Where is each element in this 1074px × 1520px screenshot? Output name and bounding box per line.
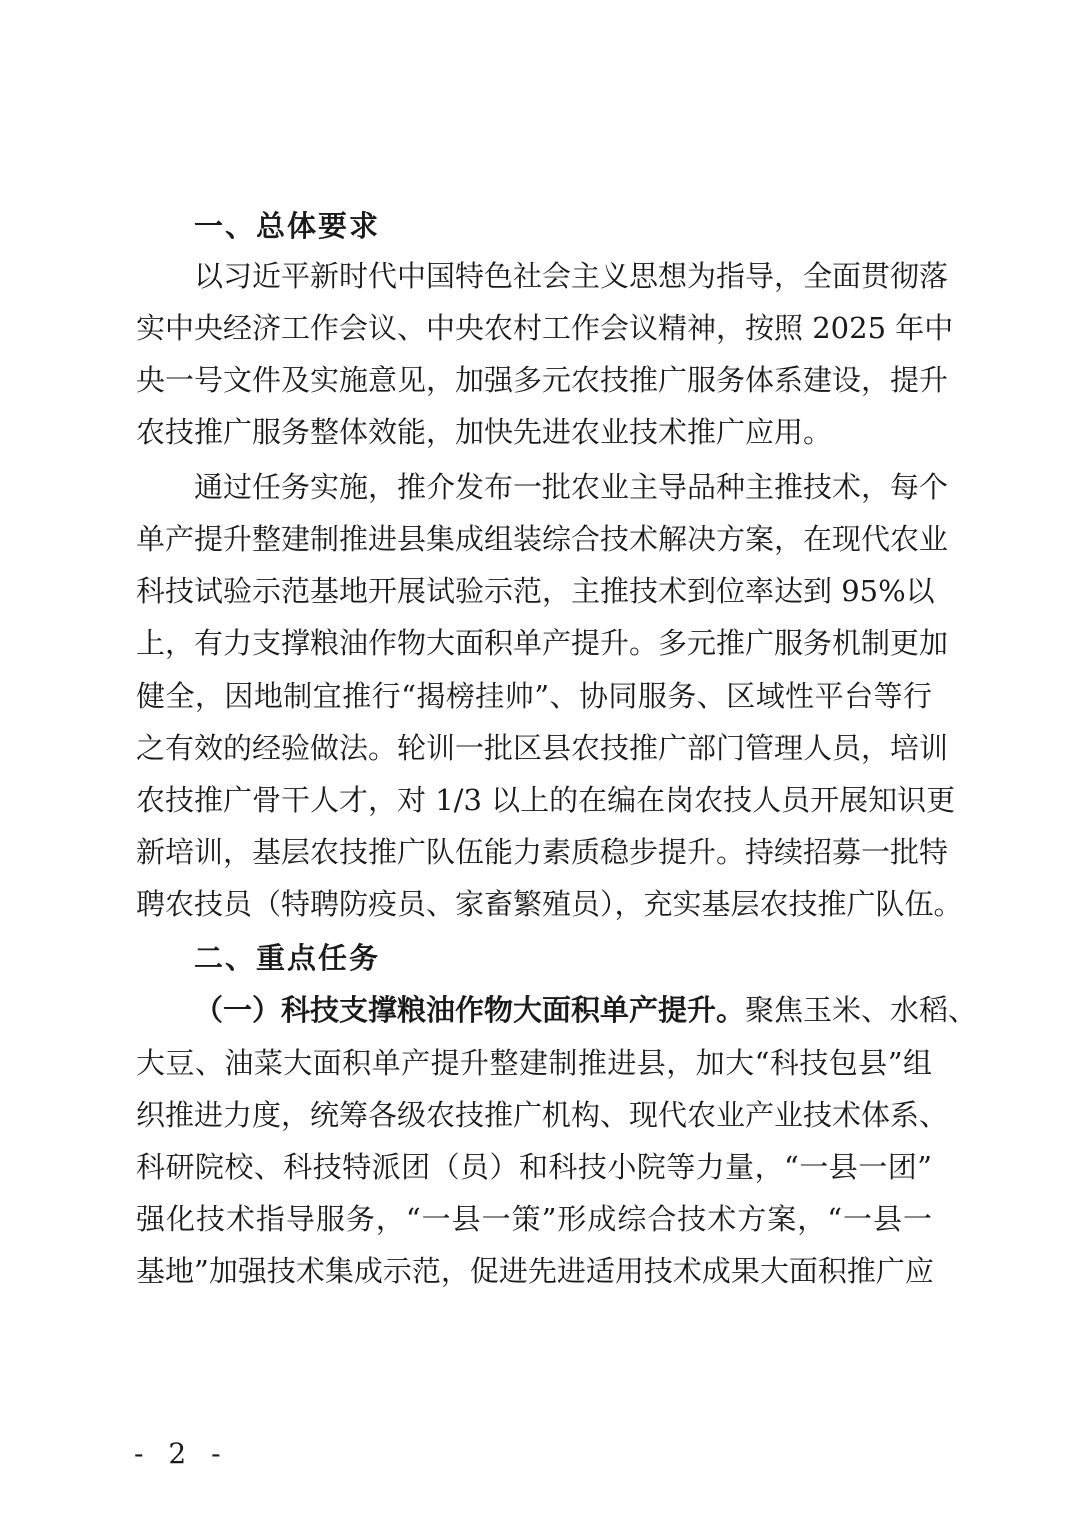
paragraph-line: 农技推广骨干人才，对 1/3 以上的在编在岗农技人员开展知识更 <box>136 783 956 817</box>
paragraph-line: 央一号文件及实施意见，加强多元农技推广服务体系建设，提升 <box>136 363 949 397</box>
paragraph-line: 农技推广服务整体效能，加快先进农业技术推广应用。 <box>136 415 833 449</box>
paragraph-line: 大豆、油菜大面积单产提升整建制推进县，加大“科技包县”组 <box>136 1046 932 1080</box>
paragraph-line: 实中央经济工作会议、中央农村工作会议精神，按照 2025 年中 <box>136 311 954 345</box>
paragraph-line: 单产提升整建制推进县集成组装综合技术解决方案，在现代农业 <box>136 522 949 556</box>
paragraph-line: 聘农技员（特聘防疫员、家畜繁殖员），充实基层农技推广队伍。 <box>136 887 963 921</box>
section-heading-general-requirements: 一、总体要求 <box>194 209 381 243</box>
paragraph-line: 健全，因地制宜推行“揭榜挂帅”、协同服务、区域性平台等行 <box>136 679 932 713</box>
task-lead-title: （一）科技支撑粮油作物大面积单产提升。 <box>194 993 746 1027</box>
paragraph-line <box>194 990 978 1030</box>
paragraph-line: 强化技术指导服务，“一县一策”形成综合技术方案，“一县一 <box>136 1202 932 1236</box>
section-heading-key-tasks: 二、重点任务 <box>194 941 381 975</box>
paragraph-line: 科研院校、科技特派团（员）和科技小院等力量，“一县一团” <box>136 1150 932 1184</box>
paragraph-line: 上，有力支撑粮油作物大面积单产提升。多元推广服务机制更加 <box>136 626 949 660</box>
page-number: - 2 - <box>134 1437 229 1470</box>
paragraph-line: 织推进力度，统筹各级农技推广机构、现代农业产业技术体系、 <box>136 1098 949 1132</box>
paragraph-line: 科技试验示范基地开展试验示范，主推技术到位率达到 95%以 <box>136 574 935 608</box>
task-lead-continuation: 聚焦玉米、水稻、 <box>745 993 978 1027</box>
paragraph-line: 通过任务实施，推介发布一批农业主导品种主推技术，每个 <box>194 470 949 504</box>
paragraph-line: 之有效的经验做法。轮训一批区县农技推广部门管理人员，培训 <box>136 731 949 765</box>
paragraph-line: 新培训，基层农技推广队伍能力素质稳步提升。持续招募一批特 <box>136 835 949 869</box>
paragraph-line: 基地”加强技术集成示范，促进先进适用技术成果大面积推广应 <box>136 1254 934 1288</box>
paragraph-line: 以习近平新时代中国特色社会主义思想为指导，全面贯彻落 <box>194 259 949 293</box>
